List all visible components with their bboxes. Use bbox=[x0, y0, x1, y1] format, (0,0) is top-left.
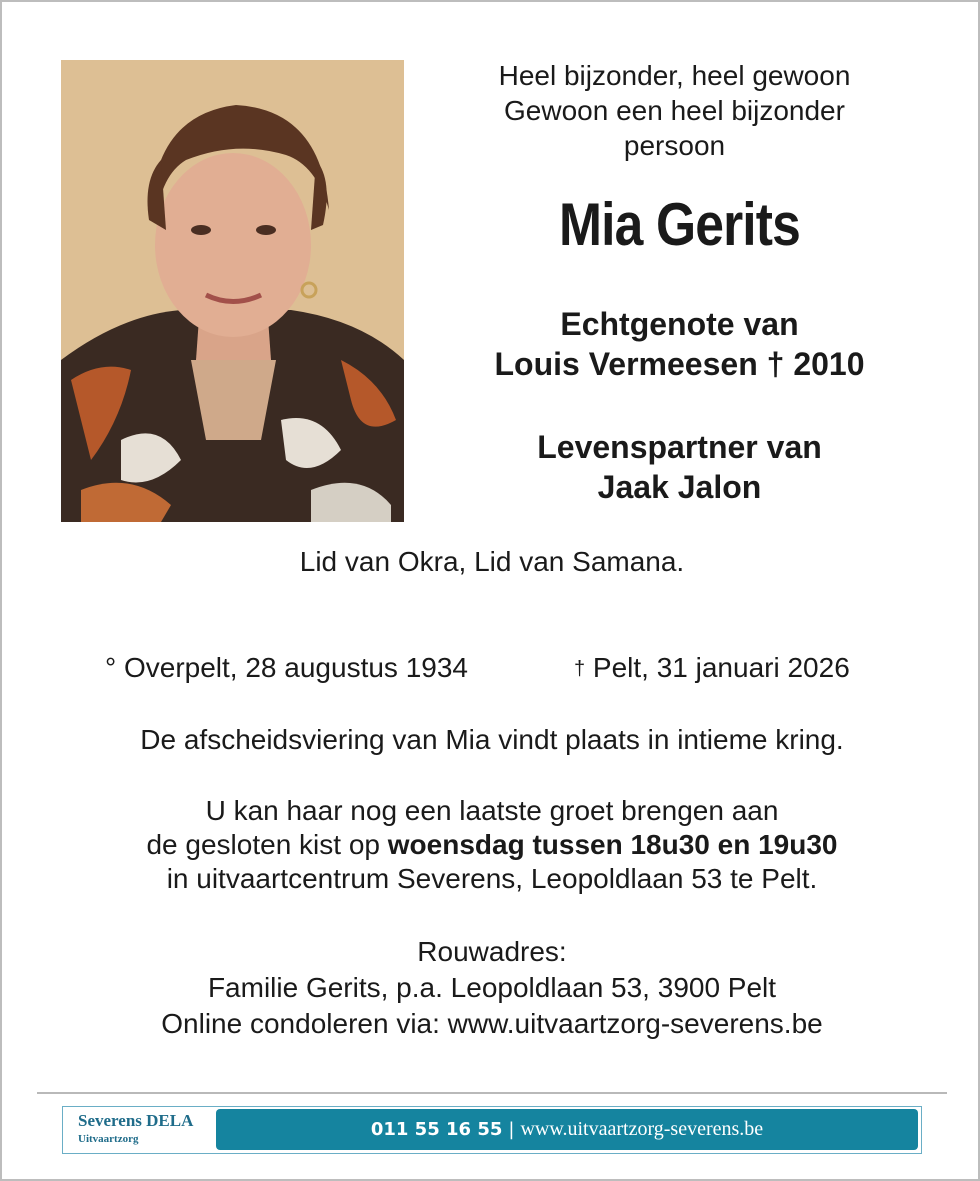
partner-name: Jaak Jalon bbox=[597, 469, 762, 505]
spouse-name: Louis Vermeesen bbox=[494, 346, 758, 382]
visit-line-2 bbox=[2, 828, 980, 862]
spouse-name-line bbox=[442, 344, 917, 384]
brand-name: Severens DELA bbox=[78, 1111, 194, 1130]
visit-line-2-prefix: de gesloten kist op bbox=[146, 829, 388, 860]
ceremony-text: De afscheidsviering van Mia vindt plaats in intieme kring. bbox=[140, 724, 844, 755]
death-cross-icon: † bbox=[574, 658, 586, 680]
quote-line-3: persoon bbox=[623, 130, 726, 161]
death-text: Pelt, 31 januari 2026 bbox=[592, 652, 850, 683]
footer-banner bbox=[62, 1106, 922, 1154]
address-line: Familie Gerits, p.a. Leopoldlaan 53, 3900 Pelt bbox=[207, 972, 777, 1003]
portrait-photo bbox=[61, 60, 404, 522]
cross-icon: † bbox=[766, 346, 785, 382]
death-info bbox=[574, 652, 850, 684]
address-heading: Rouwadres: bbox=[417, 936, 567, 967]
deceased-name: Mia Gerits bbox=[559, 191, 800, 258]
memorial-quote bbox=[442, 58, 907, 163]
spouse-heading: Echtgenote van bbox=[560, 306, 799, 342]
address-block bbox=[2, 934, 980, 1042]
spouse-death-year: 2010 bbox=[793, 346, 865, 382]
phone-number[interactable]: 011 55 16 55 bbox=[370, 1119, 503, 1140]
brand-subtitle: Uitvaartzorg bbox=[78, 1133, 139, 1145]
divider bbox=[37, 1092, 947, 1094]
condolence-line: Online condoleren via: www.uitvaartzorg-severens.be bbox=[161, 1008, 823, 1039]
visit-time: woensdag tussen 18u30 en 19u30 bbox=[387, 829, 838, 860]
quote-line-2: Gewoon een heel bijzonder bbox=[504, 95, 845, 126]
quote-line-1: Heel bijzonder, heel gewoon bbox=[498, 60, 851, 91]
membership-text: Lid van Okra, Lid van Samana. bbox=[299, 546, 685, 577]
spouse-block bbox=[442, 304, 917, 384]
website-link[interactable]: www.uitvaartzorg-severens.be bbox=[520, 1118, 764, 1140]
brand-logo bbox=[78, 1111, 213, 1147]
visitation-block bbox=[2, 794, 980, 896]
visit-line-1: U kan haar nog een laatste groet brengen aan bbox=[205, 795, 779, 826]
visit-line-3: in uitvaartcentrum Severens, Leopoldlaan 53 te Pelt. bbox=[166, 863, 818, 894]
partner-heading: Levenspartner van bbox=[537, 429, 822, 465]
contact-bar bbox=[216, 1109, 918, 1150]
birth-info: ° Overpelt, 28 augustus 1934 bbox=[105, 652, 468, 683]
contact-separator: | bbox=[508, 1119, 515, 1140]
partner-block bbox=[442, 427, 917, 507]
